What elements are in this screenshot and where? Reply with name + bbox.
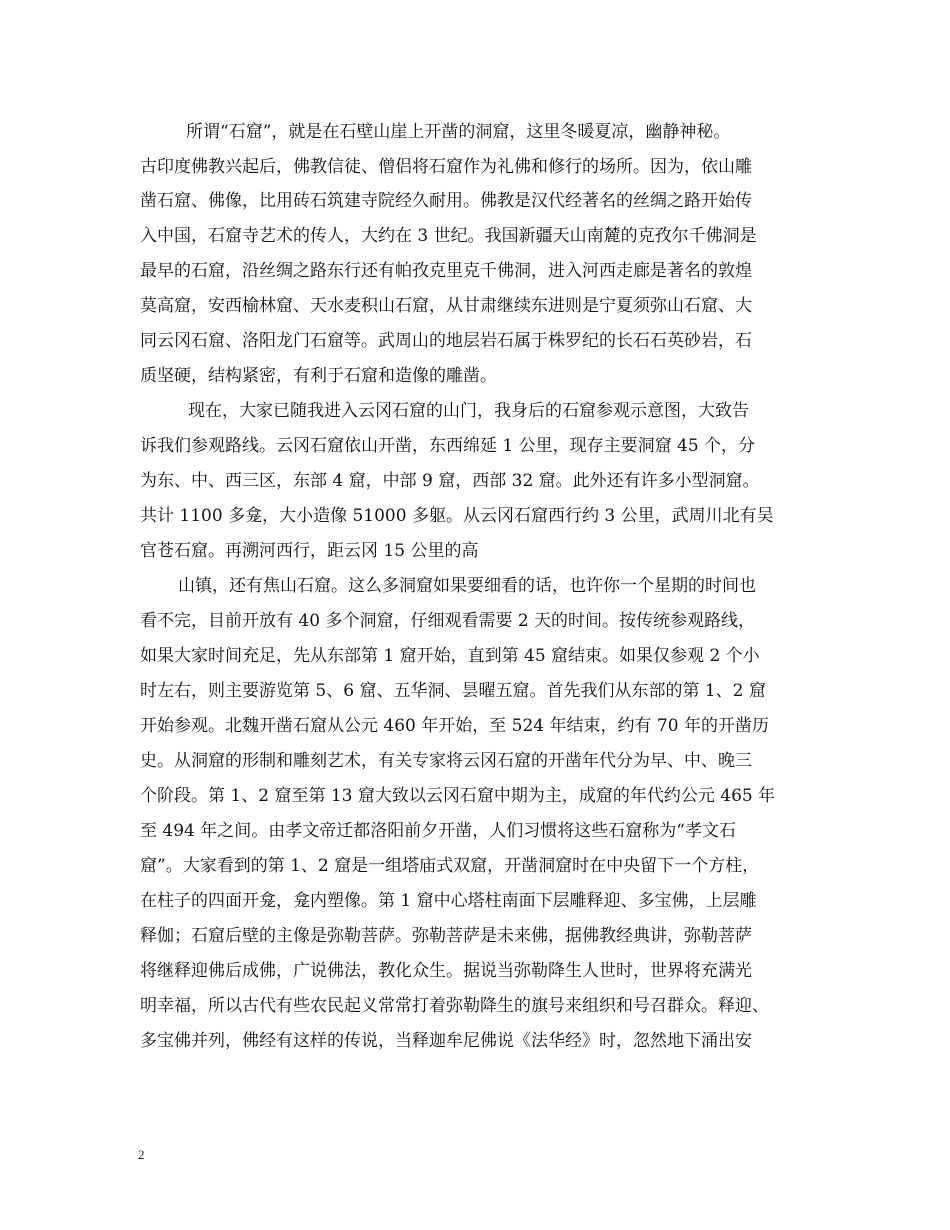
paragraph-3-line-1: 山镇，还有焦山石窟。这么多洞窟如果要细看的话，也许你一个星期的时间也	[178, 576, 756, 596]
paragraph-3-line-14: 多宝佛并列，佛经有这样的传说，当释迦牟尼佛说《法华经》时，忽然地下涌出安	[140, 1031, 752, 1051]
paragraph-1-line-6: 莫高窟，安西榆林窟、天水麦积山石窟，从甘肃继续东进则是宁夏须弥山石窟、大	[140, 296, 752, 316]
paragraph-3-line-4: 时左右，则主要游览第 5、6 窟、五华洞、昙曜五窟。首先我们从东部的第 1、2 窟	[140, 681, 766, 701]
paragraph-2-line-1: 现在，大家已随我进入云冈石窟的山门，我身后的石窟参观示意图，大致告	[188, 401, 749, 421]
paragraph-3-line-11: 释伽；石窟后壁的主像是弥勒菩萨。弥勒菩萨是未来佛，据佛教经典讲，弥勒菩萨	[140, 926, 752, 946]
paragraph-1-line-1: 所谓“石窟”，就是在石壁山崖上开凿的洞窟，这里冬暖夏凉，幽静神秘。	[186, 122, 731, 142]
paragraph-3-line-6: 史。从洞窟的形制和雕刻艺术，有关专家将云冈石窟的开凿年代分为早、中、晚三	[140, 751, 752, 771]
paragraph-1-line-3: 凿石窟、佛像，比用砖石筑建寺院经久耐用。佛教是汉代经著名的丝绸之路开始传	[140, 191, 752, 211]
paragraph-1-line-2: 古印度佛教兴起后，佛教信徒、僧侣将石窟作为礼佛和修行的场所。因为，依山雕	[140, 157, 752, 177]
paragraph-2-line-4: 共计 1100 多龛，大小造像 51000 多躯。从云冈石窟西行约 3 公里，武周川北有吴	[140, 506, 774, 526]
paragraph-3-line-13: 明幸福，所以古代有些农民起义常常打着弥勒降生的旗号来组织和号召群众。释迎、	[140, 996, 769, 1016]
paragraph-3-line-12: 将继释迎佛后成佛，广说佛法，教化众生。据说当弥勒降生人世时，世界将充满光	[140, 961, 752, 981]
paragraph-3-line-5: 开始参观。北魏开凿石窟从公元 460 年开始，至 524 年结束，约有 70 年的开凿历	[140, 716, 769, 736]
paragraph-3-line-7: 个阶段。第 1、2 窟至第 13 窟大致以云冈石窟中期为主，成窟的年代约公元 465 年	[140, 786, 776, 806]
paragraph-1-line-7: 同云冈石窟、洛阳龙门石窟等。武周山的地层岩石属于株罗纪的长石石英砂岩，石	[140, 331, 752, 351]
paragraph-3-line-9: 窟”。大家看到的第 1、2 窟是一组塔庙式双窟，开凿洞窟时在中央留下一个方柱，	[140, 856, 760, 876]
paragraph-1-line-8: 质坚硬，结构紧密，有利于石窟和造像的雕凿。	[140, 366, 497, 386]
paragraph-3-line-10: 在柱子的四面开龛，龛内塑像。第 1 窟中心塔柱南面下层雕释迎、多宝佛，上层雕	[140, 891, 757, 911]
paragraph-1-line-5: 最早的石窟，沿丝绸之路东行还有帕孜克里克千佛洞，进入河西走廊是著名的敦煌	[140, 261, 752, 281]
paragraph-2-line-2: 诉我们参观路线。云冈石窟依山开凿，东西绵延 1 公里，现存主要洞窟 45 个，分	[140, 436, 756, 456]
paragraph-1-line-4: 入中国，石窟寺艺术的传人，大约在 3 世纪。我国新疆天山南麓的克孜尔千佛洞是	[140, 226, 757, 246]
paragraph-2-line-5: 官苍石窟。再溯河西行，距云冈 15 公里的高	[140, 541, 479, 561]
paragraph-3-line-3: 如果大家时间充足，先从东部第 1 窟开始，直到第 45 窟结束。如果仅参观 2 个小	[140, 646, 760, 666]
page-number: 2	[138, 1147, 145, 1162]
paragraph-3-line-8: 至 494 年之间。由孝文帝迁都洛阳前夕开凿，人们习惯将这些石窟称为“孝文石	[140, 821, 736, 841]
paragraph-2-line-3: 为东、中、西三区，东部 4 窟，中部 9 窟，西部 32 窟。此外还有许多小型洞窟。	[140, 471, 760, 491]
paragraph-3-line-2: 看不完，目前开放有 40 多个洞窟，仔细观看需要 2 天的时间。按传统参观路线，	[140, 611, 756, 631]
